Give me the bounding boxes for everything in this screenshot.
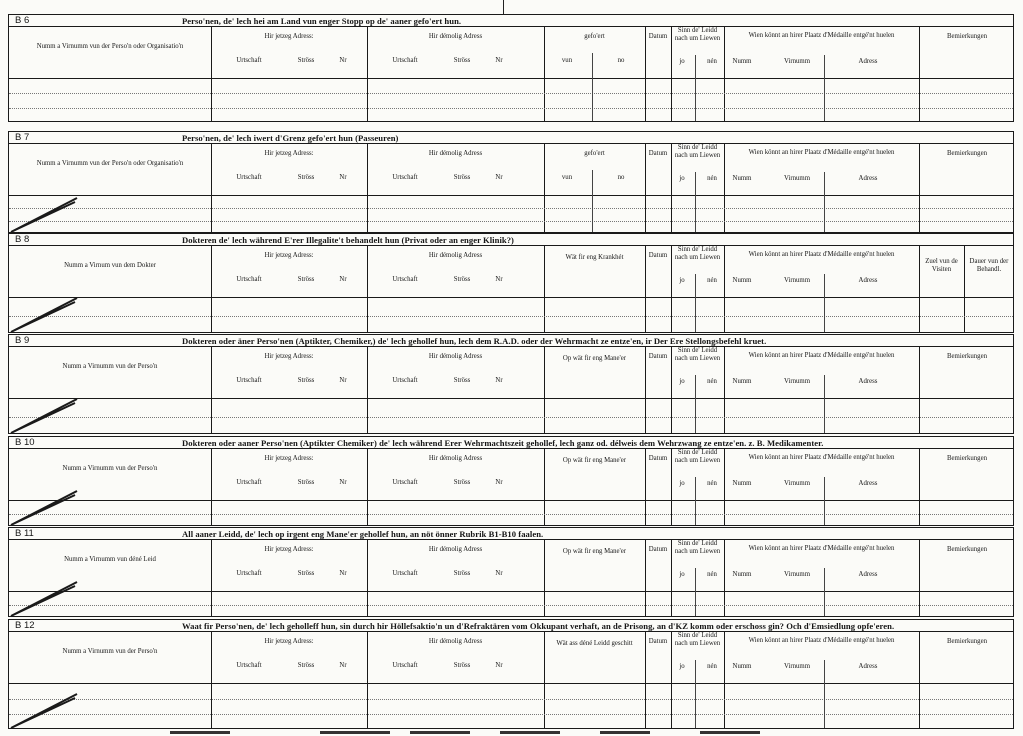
medal-address-label: Adress — [858, 378, 878, 385]
third-column-label: Op wät fir eng Mane'er — [562, 457, 627, 464]
locality-label: Urtschaft — [236, 276, 262, 283]
former-address-label: Hir démolig Adress — [428, 150, 483, 157]
strike-through-mark — [9, 395, 89, 435]
street-label: Ströss — [453, 479, 471, 486]
no-label: nén — [707, 58, 717, 65]
damage-label: Sinn de' Leidd nach um Liewen — [674, 347, 721, 362]
street-label: Ströss — [453, 377, 471, 384]
section-table — [8, 539, 1014, 617]
column-divider — [919, 27, 920, 121]
top-tick-mark — [503, 0, 504, 14]
locality-label: Urtschaft — [392, 276, 418, 283]
medal-label: Wien könnt an hirer Plaatz d'Médaille entgé'nt huelen — [748, 454, 895, 461]
street-label: Ströss — [453, 662, 471, 669]
medal-address-label: Adress — [858, 571, 878, 578]
write-line — [9, 514, 1013, 515]
medal-name-label: Numm — [732, 571, 752, 578]
section-table — [8, 26, 1014, 122]
third-column-label: Wät ass déné Leidd geschitt — [556, 640, 633, 647]
write-line — [9, 93, 1013, 94]
write-line — [9, 605, 1013, 606]
medal-name-label: Numm — [732, 277, 752, 284]
to-label: no — [617, 57, 625, 64]
yes-no-divider — [695, 172, 696, 232]
street-label: Ströss — [453, 57, 471, 64]
locality-label: Urtschaft — [392, 174, 418, 181]
medal-divider — [824, 568, 825, 616]
number-label: Nr — [495, 570, 503, 577]
former-address-label: Hir démolig Adress — [428, 638, 483, 645]
number-label: Nr — [495, 276, 503, 283]
third-column-label: Op wät fir eng Mane'er — [562, 355, 627, 362]
section-title: Perso'nen, de' lech iwert d'Grenz gefo'ert hun (Passeuren) — [182, 133, 399, 143]
yes-label: jo — [679, 378, 685, 385]
number-label: Nr — [495, 57, 503, 64]
locality-label: Urtschaft — [236, 479, 262, 486]
medal-first-name-label: Virnumm — [783, 175, 811, 182]
section-table — [8, 245, 1014, 333]
medal-first-name-label: Virnumm — [783, 480, 811, 487]
person-column-label: Numm a Virnumm vun déné Leid — [64, 556, 156, 563]
from-to-divider — [592, 53, 593, 121]
medal-address-label: Adress — [858, 58, 878, 65]
damage-label: Sinn de' Leidd nach um Liewen — [674, 246, 721, 261]
number-label: Nr — [339, 570, 347, 577]
former-address-label: Hir démolig Adress — [428, 455, 483, 462]
date-label: Datum — [648, 353, 668, 360]
person-column-label: Numm a Virnum vun dem Dokter — [64, 262, 156, 269]
duration-label: Dauer vun der Behandl. — [969, 258, 1009, 273]
no-label: nén — [707, 378, 717, 385]
header-divider — [9, 78, 1013, 79]
no-label: nén — [707, 571, 717, 578]
section-table — [8, 631, 1014, 729]
locality-label: Urtschaft — [236, 570, 262, 577]
section-code: B 12 — [15, 620, 35, 631]
damage-label: Sinn de' Leidd nach um Liewen — [674, 449, 721, 464]
number-label: Nr — [495, 174, 503, 181]
date-label: Datum — [648, 455, 668, 462]
former-address-label: Hir démolig Adress — [428, 353, 483, 360]
medal-first-name-label: Virnumm — [783, 571, 811, 578]
number-label: Nr — [339, 276, 347, 283]
medal-address-label: Adress — [858, 277, 878, 284]
number-label: Nr — [339, 479, 347, 486]
no-label: nén — [707, 663, 717, 670]
yes-no-divider — [695, 568, 696, 616]
locality-label: Urtschaft — [236, 174, 262, 181]
street-label: Ströss — [297, 479, 315, 486]
locality-label: Urtschaft — [392, 377, 418, 384]
date-label: Datum — [648, 33, 668, 40]
visits-label: Zuel vun de Visiten — [925, 258, 958, 273]
from-label: vun — [561, 174, 573, 181]
number-label: Nr — [495, 377, 503, 384]
remarks-label: Bemierkungen — [946, 33, 987, 40]
yes-no-divider — [695, 375, 696, 433]
current-address-label: Hir jetzeg Adress: — [264, 638, 314, 645]
medal-name-label: Numm — [732, 480, 752, 487]
driven-label: gefo'ert — [584, 150, 605, 157]
street-label: Ströss — [297, 57, 315, 64]
street-label: Ströss — [297, 662, 315, 669]
remarks-label: Bemierkungen — [946, 546, 987, 553]
section-b12 — [8, 619, 1014, 730]
column-divider — [724, 347, 725, 433]
section-table — [8, 143, 1014, 233]
driven-label: gefo'ert — [584, 33, 605, 40]
medal-divider — [824, 477, 825, 525]
strike-through-mark — [9, 578, 89, 618]
section-b9 — [8, 334, 1014, 435]
medal-first-name-label: Virnumm — [783, 663, 811, 670]
strike-through-mark — [9, 194, 89, 234]
medal-first-name-label: Virnumm — [783, 58, 811, 65]
section-code: B 8 — [15, 234, 30, 245]
number-label: Nr — [495, 662, 503, 669]
medal-divider — [824, 274, 825, 332]
medal-first-name-label: Virnumm — [783, 378, 811, 385]
section-title: Dokteren oder äner Perso'nen (Aptikter, Chemiker,) de' lech gehollef hun, lech dem R.A.D. oder der Wehrmacht ze entze'en, ir Der Ere Stellongsbefehl kruet. — [182, 336, 767, 346]
remarks-label: Bemierkungen — [946, 638, 987, 645]
column-divider — [544, 246, 545, 332]
medal-address-label: Adress — [858, 663, 878, 670]
no-label: nén — [707, 175, 717, 182]
locality-label: Urtschaft — [236, 57, 262, 64]
column-divider — [724, 27, 725, 121]
medal-name-label: Numm — [732, 175, 752, 182]
current-address-label: Hir jetzeg Adress: — [264, 546, 314, 553]
former-address-label: Hir démolig Adress — [428, 546, 483, 553]
section-table — [8, 448, 1014, 526]
medal-label: Wien könnt an hirer Plaatz d'Médaille entgé'nt huelen — [748, 32, 895, 39]
column-divider — [724, 144, 725, 232]
date-label: Datum — [648, 252, 668, 259]
column-divider — [544, 27, 545, 121]
from-to-divider — [592, 170, 593, 232]
header-divider — [9, 500, 1013, 501]
medal-label: Wien könnt an hirer Plaatz d'Médaille entgé'nt huelen — [748, 545, 895, 552]
yes-no-divider — [695, 660, 696, 728]
no-label: nén — [707, 277, 717, 284]
street-label: Ströss — [297, 276, 315, 283]
medal-divider — [824, 172, 825, 232]
column-divider — [671, 27, 672, 121]
date-label: Datum — [648, 546, 668, 553]
person-column-label: Numm a Virnumm vun der Perso'n oder Organisatio'n — [36, 43, 184, 50]
medal-label: Wien könnt an hirer Plaatz d'Médaille entgé'nt huelen — [748, 251, 895, 258]
damage-label: Sinn de' Leidd nach um Liewen — [674, 632, 721, 647]
street-label: Ströss — [453, 276, 471, 283]
column-divider — [724, 246, 725, 332]
yes-label: jo — [679, 58, 685, 65]
medal-label: Wien könnt an hirer Plaatz d'Médaille entgé'nt huelen — [748, 352, 895, 359]
damage-label: Sinn de' Leidd nach um Liewen — [674, 540, 721, 555]
column-divider — [645, 27, 646, 121]
third-column-label: Op wät fir eng Mane'er — [562, 548, 627, 555]
section-b8 — [8, 233, 1014, 334]
section-code: B 7 — [15, 132, 30, 143]
section-title: Dokteren oder aaner Perso'nen (Aptikter Chemiker) de' lech während Erer Wehrmachtszeit gehollef, lech ganz od. délweis dem Wehrzwang ze entze'en. z. B. Medikamenter. — [182, 438, 824, 448]
locality-label: Urtschaft — [392, 57, 418, 64]
person-column-label: Numm a Virnumm vun der Perso'n — [62, 648, 158, 655]
section-code: B 11 — [15, 528, 34, 539]
section-table — [8, 346, 1014, 434]
column-divider — [211, 27, 212, 121]
header-divider — [9, 591, 1013, 592]
no-label: nén — [707, 480, 717, 487]
section-b6 — [8, 14, 1014, 123]
to-label: no — [617, 174, 625, 181]
header-divider — [9, 195, 1013, 196]
third-column-label: Wät fir eng Krankhét — [565, 254, 624, 261]
section-title: Perso'nen, de' lech hei am Land vun enger Stopp op de' aaner gefo'ert hun. — [182, 16, 462, 26]
locality-label: Urtschaft — [236, 377, 262, 384]
street-label: Ströss — [297, 174, 315, 181]
remarks-label: Bemierkungen — [946, 150, 987, 157]
street-label: Ströss — [453, 174, 471, 181]
medal-address-label: Adress — [858, 175, 878, 182]
bottom-edge-marks — [0, 724, 1023, 736]
medal-name-label: Numm — [732, 663, 752, 670]
section-code: B 9 — [15, 335, 30, 346]
header-divider — [9, 683, 1013, 684]
yes-label: jo — [679, 175, 685, 182]
column-divider — [671, 347, 672, 433]
remarks-label: Bemierkungen — [946, 455, 987, 462]
person-column-label: Numm a Virnumm vun der Perso'n oder Organisatio'n — [36, 160, 184, 167]
section-b10 — [8, 436, 1014, 527]
strike-through-mark — [9, 294, 89, 334]
medal-first-name-label: Virnumm — [783, 277, 811, 284]
write-line — [9, 417, 1013, 418]
locality-label: Urtschaft — [392, 662, 418, 669]
section-code: B 10 — [15, 437, 35, 448]
section-code: B 6 — [15, 15, 30, 26]
from-label: vun — [561, 57, 573, 64]
section-title: Dokteren de' lech während E'rer Illegalite't behandelt hun (Privat oder an enger Klinik?) — [182, 235, 514, 245]
number-label: Nr — [339, 662, 347, 669]
yes-no-divider — [695, 274, 696, 332]
yes-label: jo — [679, 480, 685, 487]
column-divider — [671, 246, 672, 332]
person-column-label: Numm a Virnumm vun der Perso'n — [62, 465, 158, 472]
yes-no-divider — [695, 55, 696, 121]
damage-label: Sinn de' Leidd nach um Liewen — [674, 27, 721, 42]
medal-label: Wien könnt an hirer Plaatz d'Médaille entgé'nt huelen — [748, 149, 895, 156]
column-divider — [367, 27, 368, 121]
locality-label: Urtschaft — [392, 570, 418, 577]
person-column-label: Numm a Virnumm vun der Perso'n — [62, 363, 158, 370]
number-label: Nr — [339, 174, 347, 181]
write-line — [9, 714, 1013, 715]
street-label: Ströss — [453, 570, 471, 577]
column-divider — [544, 347, 545, 433]
section-b7 — [8, 131, 1014, 234]
medal-label: Wien könnt an hirer Plaatz d'Médaille entgé'nt huelen — [748, 637, 895, 644]
yes-no-divider — [695, 477, 696, 525]
medal-name-label: Numm — [732, 378, 752, 385]
current-address-label: Hir jetzeg Adress: — [264, 455, 314, 462]
damage-label: Sinn de' Leidd nach um Liewen — [674, 144, 721, 159]
current-address-label: Hir jetzeg Adress: — [264, 252, 314, 259]
former-address-label: Hir démolig Adress — [428, 252, 483, 259]
current-address-label: Hir jetzeg Adress: — [264, 33, 314, 40]
street-label: Ströss — [297, 377, 315, 384]
locality-label: Urtschaft — [392, 479, 418, 486]
number-label: Nr — [495, 479, 503, 486]
write-line — [9, 108, 1013, 109]
number-label: Nr — [339, 377, 347, 384]
medal-name-label: Numm — [732, 58, 752, 65]
write-line — [9, 699, 1013, 700]
remarks-label: Bemierkungen — [946, 353, 987, 360]
strike-through-mark — [9, 487, 89, 527]
section-title: All aaner Leidd, de' lech op irgent eng Mane'er gehollef hun, an nöt önner Rubrik B1-B10 faalen. — [182, 529, 544, 539]
medal-divider — [824, 55, 825, 121]
header-divider — [9, 297, 1013, 298]
section-title: Waat fir Perso'nen, de' lech geholleff hun, sin durch hir Höllefsaktio'n un d'Refraktären vom Okkupant verhaft, an de Prisong, an d'KZ komm oder erschoss gin? Och d'Emsiedlung opfe'eren. — [182, 621, 895, 631]
yes-label: jo — [679, 663, 685, 670]
write-line — [9, 316, 1013, 317]
section-b11 — [8, 527, 1014, 618]
medal-divider — [824, 660, 825, 728]
former-address-label: Hir démolig Adress — [428, 33, 483, 40]
write-line — [9, 221, 1013, 222]
current-address-label: Hir jetzeg Adress: — [264, 353, 314, 360]
date-label: Datum — [648, 638, 668, 645]
write-line — [9, 208, 1013, 209]
current-address-label: Hir jetzeg Adress: — [264, 150, 314, 157]
number-label: Nr — [339, 57, 347, 64]
date-label: Datum — [648, 150, 668, 157]
street-label: Ströss — [297, 570, 315, 577]
medal-divider — [824, 375, 825, 433]
header-divider — [9, 398, 1013, 399]
locality-label: Urtschaft — [236, 662, 262, 669]
yes-label: jo — [679, 571, 685, 578]
column-divider — [671, 144, 672, 232]
yes-label: jo — [679, 277, 685, 284]
medal-address-label: Adress — [858, 480, 878, 487]
